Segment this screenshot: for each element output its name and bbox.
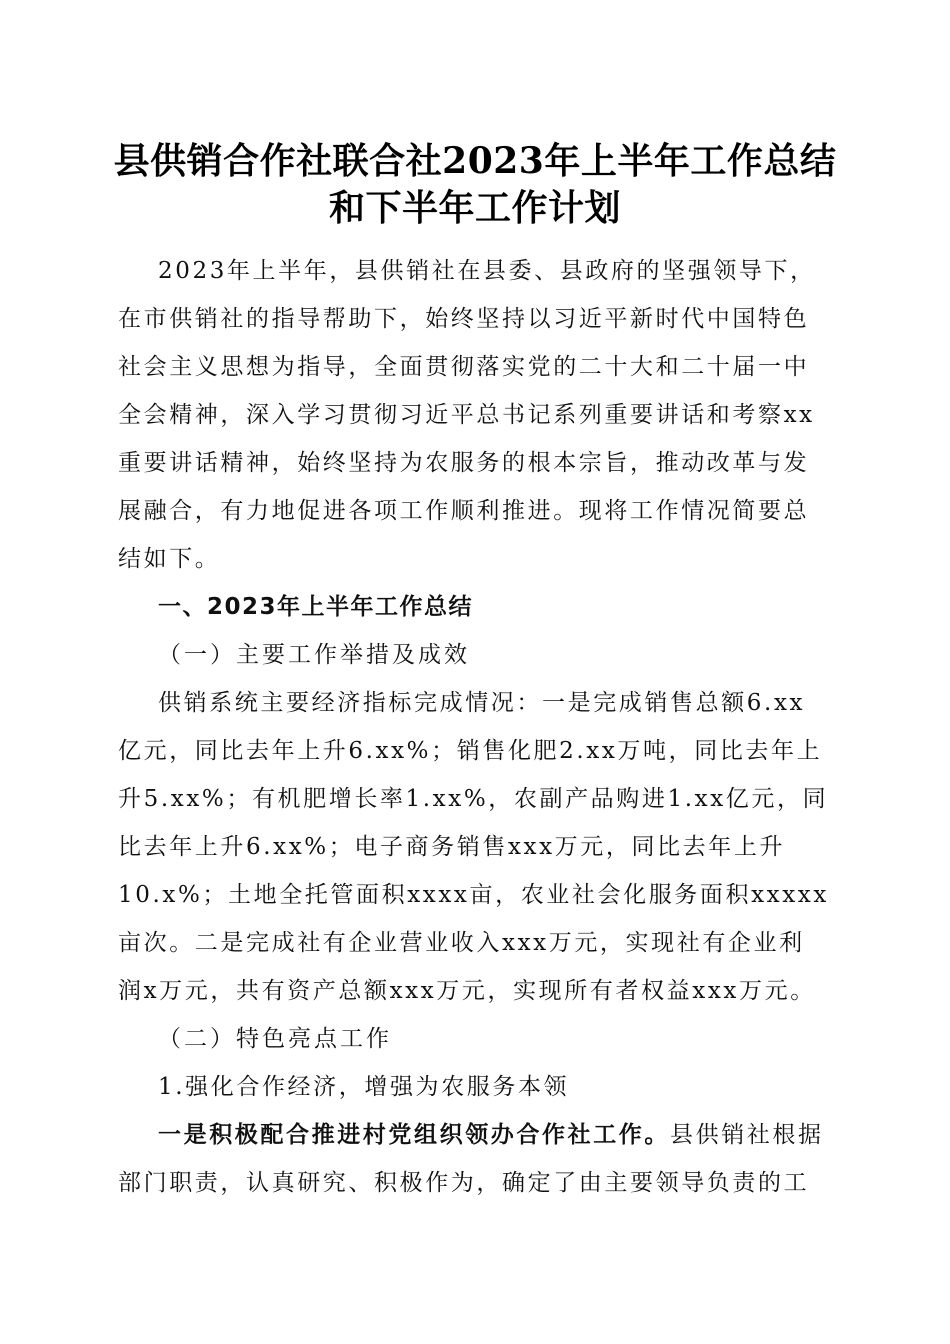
intro-line-7: 结如下。 <box>118 546 221 572</box>
para3-lead-rest: 县供销社根据 <box>670 1122 824 1148</box>
intro-line-3: 社会主义思想为指导，全面贯彻落实党的二十大和二十届一中 <box>118 354 810 380</box>
intro-line-5: 重要讲话精神，始终坚持为农服务的根本宗旨，推动改革与发 <box>118 450 810 476</box>
para2-line-4: 比去年上升6.xx%；电子商务销售xxx万元，同比去年上升 <box>118 834 786 860</box>
para2-line-5: 10.x%；土地全托管面积xxxx亩，农业社会化服务面积xxxxx <box>118 882 829 908</box>
para3-line-1 <box>158 1120 838 1150</box>
item-heading-1: 1.强化合作经济，增强为农服务本领 <box>158 1074 570 1100</box>
para2-line-7: 润x万元，共有资产总额xxx万元，实现所有者权益xxx万元。 <box>118 978 816 1004</box>
document-title-line-2: 和下半年工作计划 <box>328 187 621 229</box>
intro-line-4: 全会精神，深入学习贯彻习近平总书记系列重要讲话和考察xx <box>118 402 815 428</box>
para2-line-2: 亿元，同比去年上升6.xx%；销售化肥2.xx万吨，同比去年上 <box>118 738 823 764</box>
intro-line-6: 展融合，有力地促进各项工作顺利推进。现将工作情况简要总 <box>118 498 810 524</box>
para2-line-1: 供销系统主要经济指标完成情况：一是完成销售总额6.xx <box>158 690 806 716</box>
para2-line-3: 升5.xx%；有机肥增长率1.xx%，农副产品购进1.xx亿元，同 <box>118 786 829 812</box>
subsection-heading-1: （一）主要工作举措及成效 <box>158 642 470 668</box>
subsection-heading-2: （二）特色亮点工作 <box>158 1026 392 1052</box>
document-title-line-1: 县供销合作社联合社2023年上半年工作总结 <box>113 140 837 182</box>
para3-line-2: 部门职责，认真研究、积极作为，确定了由主要领导负责的工 <box>118 1170 810 1196</box>
para3-bold-lead: 一是积极配合推进村党组织领办合作社工作。 <box>158 1121 670 1148</box>
section-heading-1: 一、2023年上半年工作总结 <box>158 594 474 620</box>
intro-line-1: 2023年上半年，县供销社在县委、县政府的坚强领导下， <box>158 258 816 284</box>
para2-line-6: 亩次。二是完成社有企业营业收入xxx万元，实现社有企业利 <box>118 930 805 956</box>
intro-line-2: 在市供销社的指导帮助下，始终坚持以习近平新时代中国特色 <box>118 306 810 332</box>
